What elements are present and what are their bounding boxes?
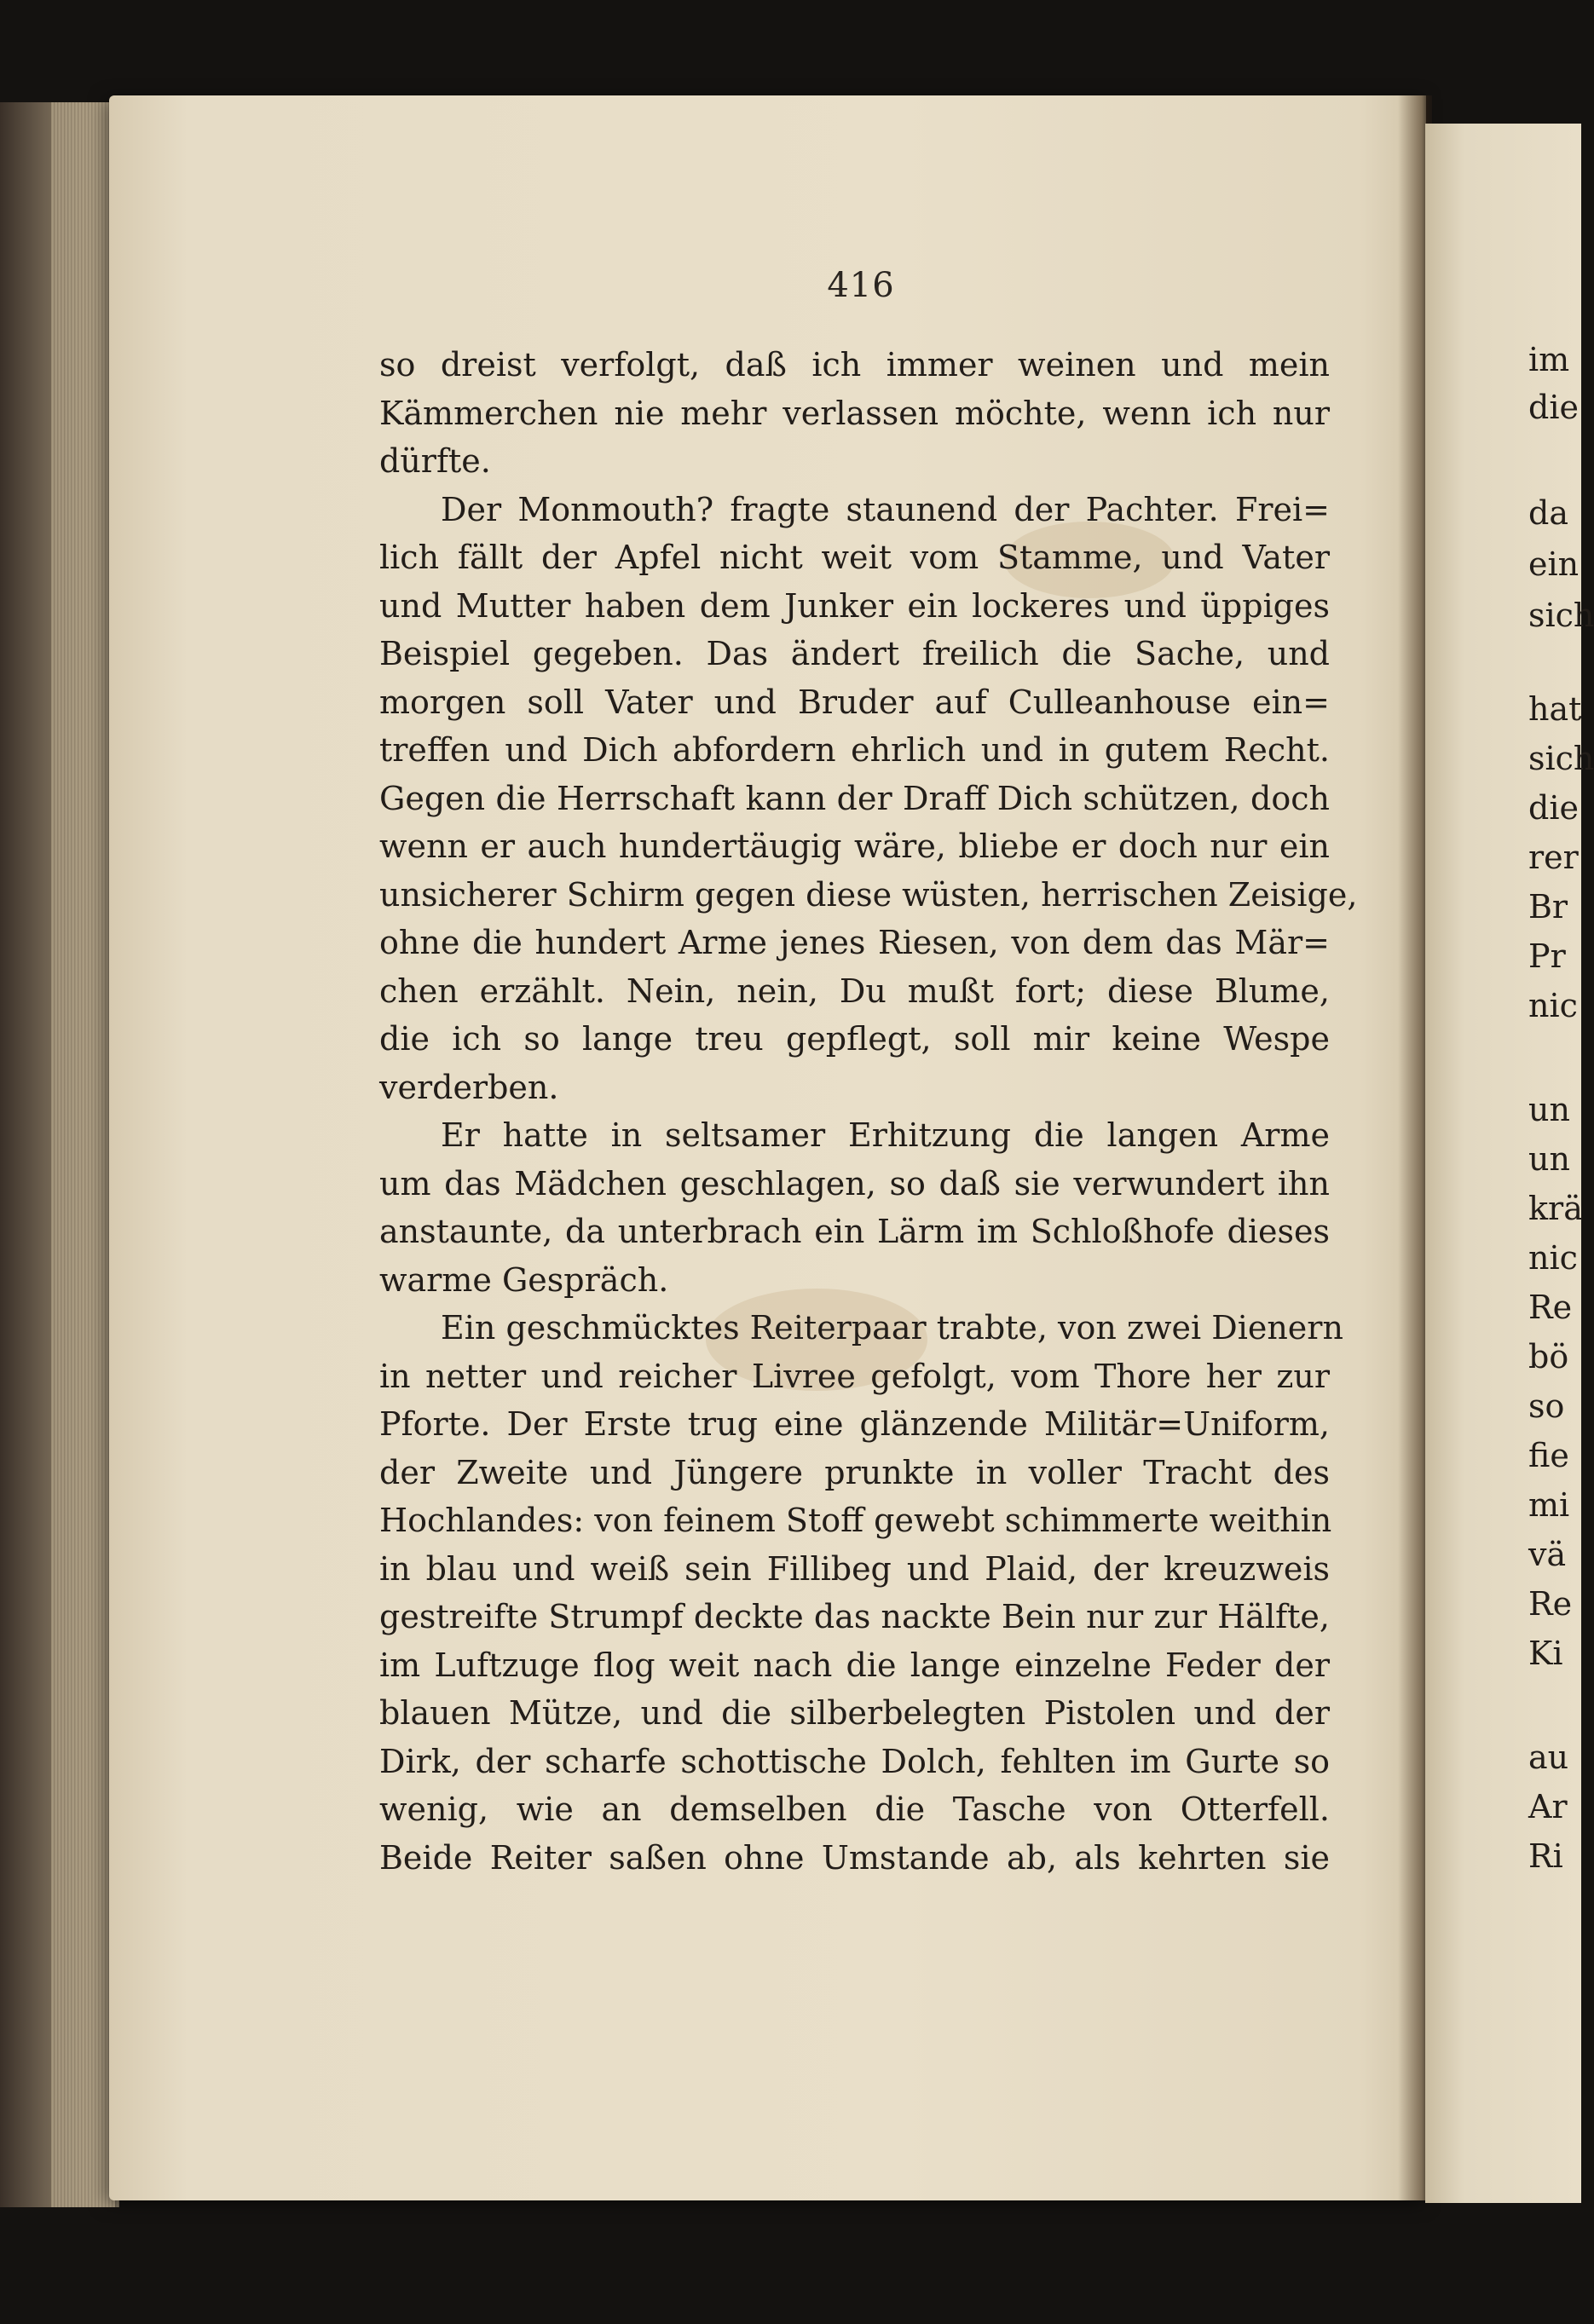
text-line: ohne die hundert Arme jenes Riesen, von dem das Mär= [379,924,1330,961]
facing-page-fragment: ein [1528,545,1580,583]
text-line: treffen und Dich abfordern ehrlich und in gutem Recht. [379,731,1330,769]
facing-page-fragment: krä [1528,1190,1583,1227]
text-line: Ein geschmücktes Reiterpaar trabte, von zwei Dienern [441,1309,1343,1347]
facing-page-fragment: nic [1528,987,1578,1024]
facing-page-fragment: un [1528,1091,1570,1128]
text-line: verderben. [379,1068,559,1106]
text-line: der Zweite und Jüngere prunkte in voller Tracht des [379,1453,1330,1491]
text-line: Beide Reiter saßen ohne Umstande ab, als kehrten sie [379,1838,1330,1877]
text-line: Kämmerchen nie mehr verlassen möchte, wenn ich nur [379,394,1330,432]
text-line: warme Gespräch. [379,1260,669,1299]
facing-page-fragment: au [1528,1739,1569,1776]
facing-page-fragment: mi [1528,1486,1570,1524]
page-number: 416 [827,266,895,305]
facing-page-fragment: da [1528,494,1568,532]
text-line: Beispiel gegeben. Das ändert freilich die Sache, und [379,635,1330,672]
text-line: blauen Mütze, und die silberbelegten Pistolen und der [379,1694,1330,1732]
text-line: Hochlandes: von feinem Stoff gewebt schimmerte weithin [379,1502,1332,1539]
facing-page-fragment: nic [1528,1239,1578,1277]
text-line: chen erzählt. Nein, nein, Du mußt fort; diese Blume, [379,972,1330,1010]
facing-page-fragment: rer [1528,839,1579,876]
facing-page-fragment: Ki [1528,1635,1563,1672]
text-line: Pforte. Der Erste trug eine glänzende Militär=Uniform, [379,1405,1330,1443]
facing-page-fragment: Re [1528,1289,1573,1326]
text-line: gestreifte Strumpf deckte das nackte Bein nur zur Hälfte, [379,1598,1330,1635]
facing-page-fragment: vä [1528,1536,1567,1573]
text-line: die ich so lange treu gepflegt, soll mir keine Wespe [379,1020,1330,1058]
text-line: Der Monmouth? fragte staunend der Pachter. Frei= [441,490,1330,528]
facing-page-fragment: Re [1528,1585,1573,1623]
text-line: Gegen die Herrschaft kann der Draff Dich schützen, doch [379,779,1330,817]
text-line: so dreist verfolgt, daß ich immer weinen und mein [379,346,1330,383]
text-line: um das Mädchen geschlagen, so daß sie verwundert ihn [379,1164,1330,1202]
text-line: lich fällt der Apfel nicht weit vom Stamme, und Vater [379,539,1330,576]
text-line: morgen soll Vater und Bruder auf Culleanhouse ein= [379,683,1330,721]
facing-page-fragment: die [1528,789,1579,827]
facing-page-fragment: Pr [1528,937,1566,975]
facing-page-fragment: fie [1528,1437,1569,1474]
facing-page-fragment: sich [1528,740,1594,777]
facing-page-fragment: die [1528,389,1579,426]
text-line: in netter und reicher Livree gefolgt, vom Thore her zur [379,1357,1330,1395]
facing-page-fragment: so [1528,1387,1565,1425]
text-line: Dirk, der scharfe schottische Dolch, fehlten im Gurte so [379,1742,1330,1780]
facing-page-fragment: Ar [1528,1788,1568,1825]
facing-page-fragment: Br [1528,888,1568,926]
body-text [379,341,1358,1882]
text-line: unsicherer Schirm gegen diese wüsten, herrischen Zeisige, [379,875,1358,914]
facing-page-fragment: hat [1528,690,1582,728]
facing-page-text [1528,341,1594,1875]
text-line: wenig, wie an demselben die Tasche von Otterfell. [379,1791,1330,1828]
facing-page-fragment: un [1528,1140,1570,1178]
text-line: dürfte. [379,442,491,480]
facing-page-fragment: sich [1528,597,1594,634]
text-line: Er hatte in seltsamer Erhitzung die langen Arme [441,1116,1330,1154]
facing-page-fragment: bö [1528,1338,1569,1375]
text-line: in blau und weiß sein Fillibeg und Plaid, der kreuzweis [379,1549,1330,1588]
facing-page-fragment: im [1528,341,1570,378]
facing-page-fragment: Ri [1528,1837,1563,1875]
text-line: im Luftzuge flog weit nach die lange einzelne Feder der [379,1646,1330,1684]
text-line: anstaunte, da unterbrach ein Lärm im Schloßhofe dieses [379,1213,1330,1250]
text-line: wenn er auch hundertäugig wäre, bliebe er doch nur ein [379,828,1330,865]
text-line: und Mutter haben dem Junker ein lockeres und üppiges [379,586,1330,625]
